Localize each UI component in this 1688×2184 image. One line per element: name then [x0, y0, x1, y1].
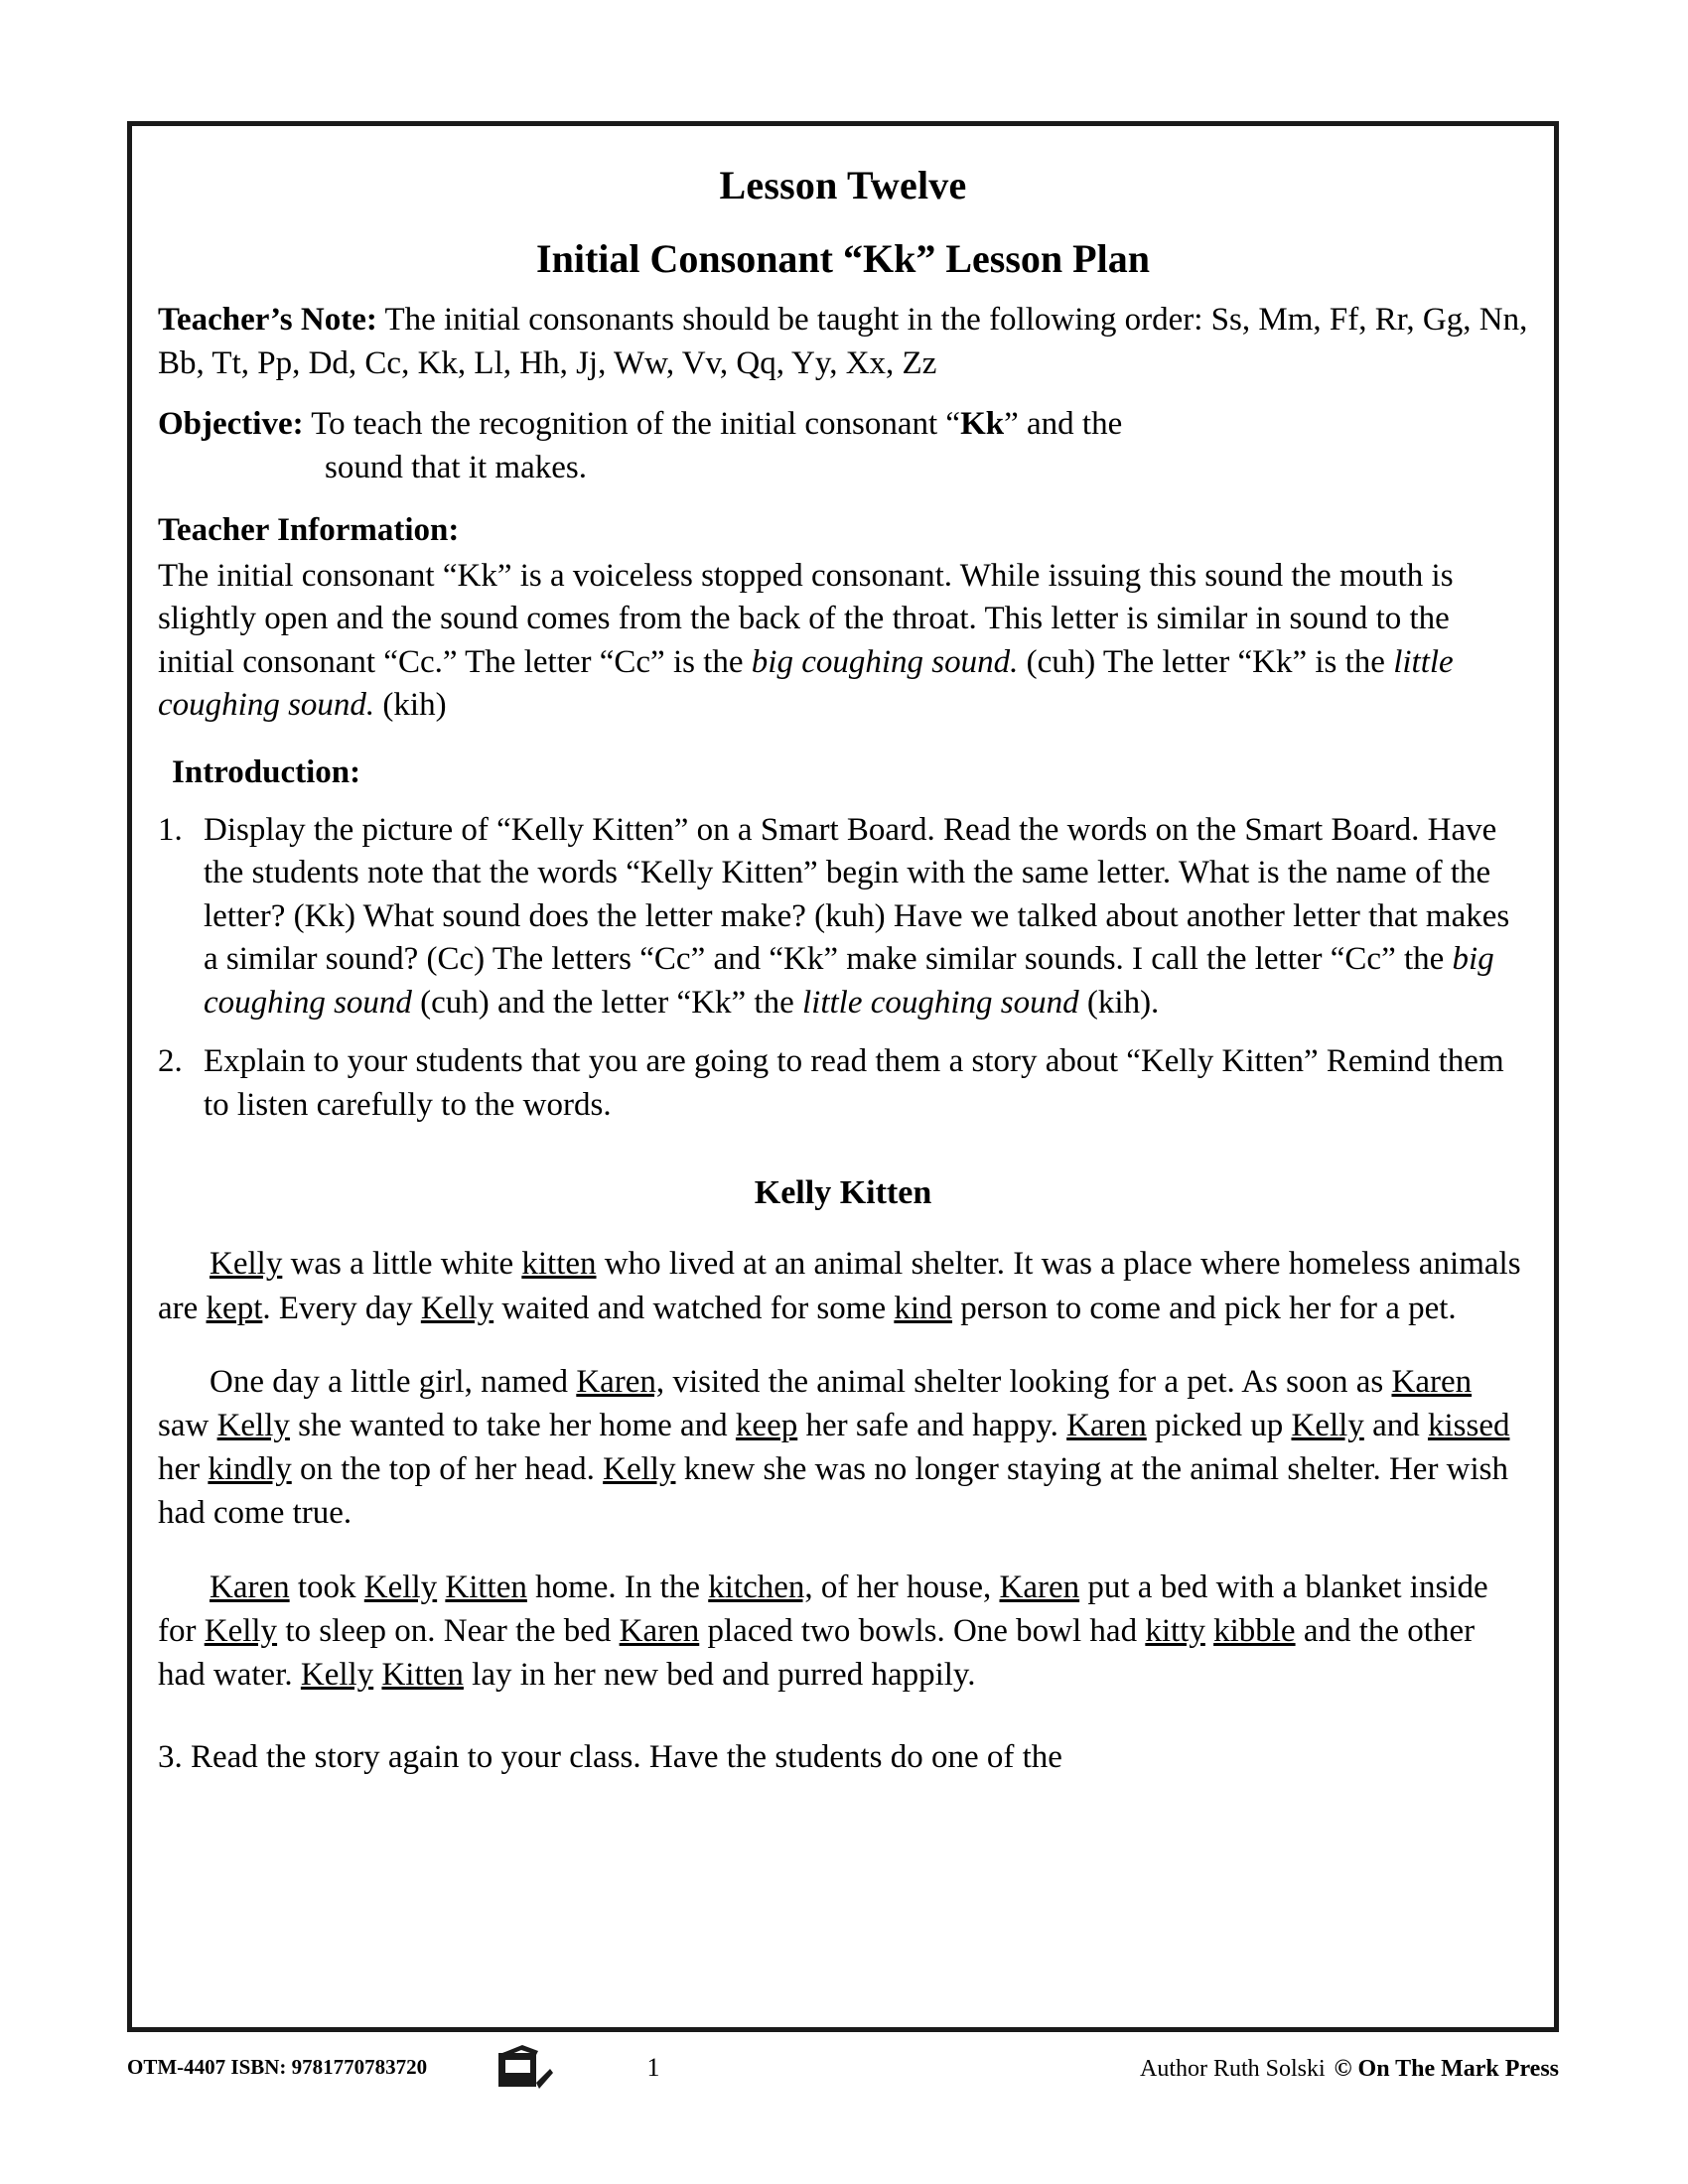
objective-label: Objective: [158, 406, 304, 443]
story-text: her safe and happy. [797, 1408, 1067, 1444]
story-text: put a bed with a blanket inside for [158, 1569, 1488, 1649]
story-text: who lived at an animal shelter. It was a place where homeless animals are [158, 1246, 1521, 1326]
teachers-note-paragraph [158, 299, 1528, 385]
story-text: visited the animal shelter looking for a pet. As soon as [664, 1363, 1392, 1400]
story-keyword: Kelly [300, 1657, 374, 1694]
teachers-note-text: The initial consonants should be taught in the following order: Ss, Mm, Ff, Rr, Gg, Nn, Bb, Tt, Pp, Dd, Cc, Kk, Ll, Hh, Jj, Ww, Vv, Qq, Yy, Xx, Zz [158, 302, 1528, 381]
list-item-number: 1. [158, 811, 183, 848]
story-text: person to come and pick her for a pet. [952, 1290, 1457, 1326]
story-keyword: Karen [1391, 1363, 1473, 1400]
story-text: One day a little girl, named [210, 1363, 577, 1400]
story-keyword: Kelly [204, 1612, 278, 1649]
story-text: she wanted to take her home and [289, 1408, 736, 1444]
teacher-info-italic1: big coughing sound. [751, 643, 1019, 680]
story-text: of her house, [812, 1569, 1000, 1605]
objective-paragraph [158, 403, 1528, 489]
story-text: . Every day [262, 1290, 421, 1326]
teacher-information-paragraph [158, 555, 1528, 728]
story-text: and [1363, 1408, 1428, 1444]
author-credit: Author Ruth Solski [1140, 2056, 1326, 2082]
story-text: lay in her new bed and purred happily. [463, 1657, 976, 1694]
list-item-text [204, 1040, 1528, 1127]
story-keyword: kitchen, [708, 1569, 813, 1605]
story-text: and the other had water. [158, 1612, 1476, 1694]
story-keyword: kitty [1145, 1612, 1205, 1649]
story-keyword: Karen [619, 1612, 700, 1649]
item1-italic1: big coughing sound [204, 941, 1494, 1021]
story-keyword: Kelly [1291, 1408, 1364, 1444]
item2-part1: Explain to your students that you are going to read them a story about “Kelly Kitten” Remind them to listen carefully to the words. [204, 1043, 1504, 1123]
story-text: home. In the [526, 1569, 709, 1605]
story-keyword: Karen [1066, 1408, 1147, 1444]
story-keyword: Kitten [445, 1569, 527, 1605]
teacher-information-heading: Teacher Information: [158, 512, 460, 549]
teacher-info-part2: (cuh) The letter “Kk” is the [1018, 643, 1394, 680]
story-keyword: kept [206, 1290, 263, 1326]
story-keyword: Kelly [210, 1246, 283, 1283]
item1-italic2: little coughing sound [802, 984, 1079, 1021]
story-keyword: Kelly [420, 1290, 494, 1326]
story-paragraph-2 [158, 1360, 1528, 1536]
story-keyword: Karen [999, 1569, 1080, 1605]
story-text: picked up [1146, 1408, 1292, 1444]
story-keyword: Karen, [576, 1363, 665, 1400]
objective-bold-letter: Kk [960, 406, 1005, 443]
page-subtitle: Initial Consonant “Kk” Lesson Plan [536, 236, 1150, 281]
page-footer [127, 2047, 1559, 2097]
story-text: took [289, 1569, 364, 1605]
story-keyword: kindly [208, 1451, 292, 1488]
story-paragraph-1 [158, 1242, 1528, 1329]
objective-second-line: sound that it makes. [325, 449, 587, 485]
copyright-notice: © On The Mark Press [1334, 2056, 1559, 2082]
teachers-note-label: Teacher’s Note: [158, 302, 377, 338]
story-keyword: keep [735, 1408, 798, 1444]
story-paragraph-3 [158, 1566, 1528, 1698]
introduction-heading: Introduction: [172, 753, 361, 790]
item1-part3: (kih). [1078, 984, 1160, 1021]
objective-text-after: ” and the [1004, 406, 1123, 443]
catalog-number: OTM-4407 ISBN: 9781770783720 [127, 2055, 428, 2079]
lesson-content-frame [127, 121, 1559, 2032]
story-keyword: Kelly [363, 1569, 438, 1605]
story-text: on the top of her head. [291, 1451, 604, 1488]
story-text: was a little white [282, 1246, 522, 1283]
list-item-3: 3. Read the story again to your class. Have the students do one of the [158, 1739, 1062, 1776]
teacher-info-part3: (kih) [374, 687, 447, 724]
story-keyword: Kitten [381, 1657, 464, 1694]
item1-part2: (cuh) and the letter “Kk” the [411, 984, 802, 1021]
story-text [1205, 1613, 1213, 1649]
story-text: saw [158, 1408, 217, 1444]
story-keyword: kibble [1213, 1612, 1296, 1649]
story-text: placed two bowls. One bowl had [699, 1612, 1146, 1649]
story-text: knew she was no longer staying at the animal shelter. Her wish had come true. [158, 1451, 1509, 1532]
introduction-list [158, 809, 1528, 1128]
teacher-info-italic2: little coughing sound. [158, 643, 1454, 724]
teacher-info-part1: The initial consonant “Kk” is a voiceless stopped consonant. While issuing this sound the mouth is slightly open and the sound comes from the back of the throat. This letter is similar in sound to the initial consonant “Cc.” The letter “Cc” is the [158, 557, 1454, 680]
story-keyword: kind [894, 1290, 953, 1326]
story-keyword: Kelly [603, 1451, 676, 1488]
story-keyword: kissed [1427, 1408, 1510, 1444]
list-item-text [204, 809, 1528, 1025]
story-keyword: Kelly [216, 1408, 290, 1444]
list-item [158, 1040, 1528, 1127]
story-text: waited and watched for some [493, 1290, 895, 1326]
story-keyword: Karen [210, 1569, 290, 1605]
story-text: to sleep on. Near the bed [277, 1612, 620, 1649]
on-the-mark-press-logo-icon [492, 2039, 554, 2095]
list-item-number: 2. [158, 1043, 183, 1080]
page-title: Lesson Twelve [719, 163, 967, 207]
objective-text-before: To teach the recognition of the initial consonant “ [303, 406, 961, 443]
story-text: her [158, 1451, 209, 1488]
item1-part1: Display the picture of “Kelly Kitten” on a Smart Board. Read the words on the Smart Board. Have the students note that the words “Kelly Kitten” begin with the same letter. What is the name of the letter? (Kk) What sound does the letter make? (kuh) Have we talked about another letter that makes a similar sound? (Cc) The letters “Cc” and “Kk” make similar sounds. I call the letter “Cc” the [204, 811, 1510, 978]
list-item [158, 809, 1528, 1025]
page-number: 1 [646, 2053, 660, 2082]
story-keyword: kitten [521, 1246, 597, 1283]
story-title: Kelly Kitten [754, 1174, 932, 1212]
